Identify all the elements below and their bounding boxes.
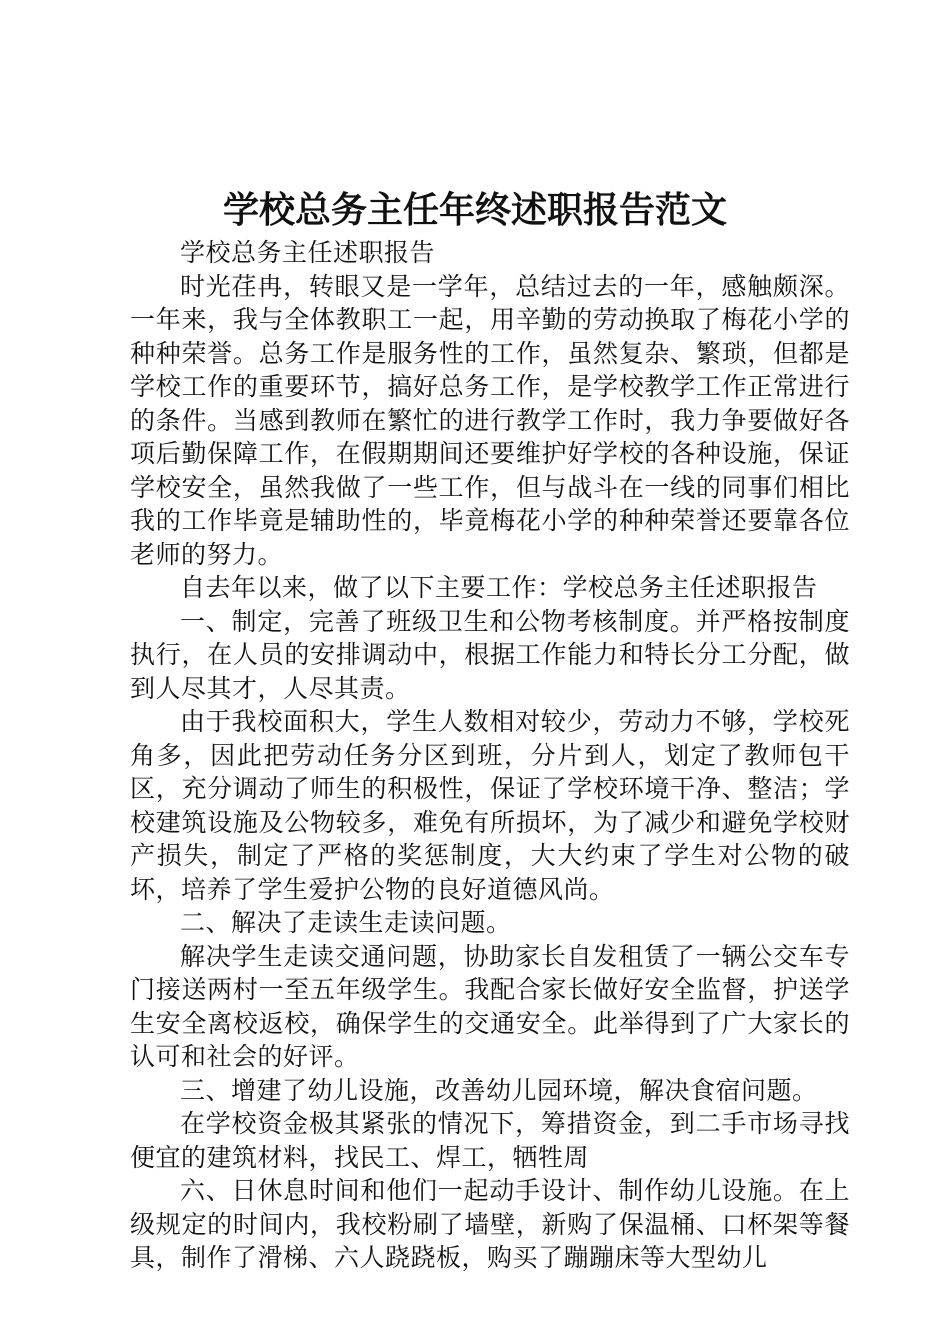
paragraph: 二、解决了走读生走读问题。 [180, 908, 512, 937]
paragraph: 时光荏冉，转眼又是一学年，总结过去的一年，感触颇深。一年来，我与全体教职工一起，用辛勤的劳动换取了梅花小学的种种荣誉。总务工作是服务性的工作，虽然复杂、繁琐，但都是学校工作的重要环节，搞好总务工作，是学校教学工作正常进行的条件。当感到教师在繁忙的进行教学工作时，我力争要做好各项后勤保障工作，在假期期间还要维护好学校的各种设施，保证学校安全，虽然我做了一些工作，但与战斗在一线的同事们相比我的工作毕竟是辅助性的，毕竟梅花小学的种种荣誉还要靠各位老师的努力。 [130, 271, 850, 569]
paragraph: 解决学生走读交通问题，协助家长自发租赁了一辆公交车专门接送两村一至五年级学生。我配合家长做好安全监督，护送学生安全离校返校，确保学生的交通安全。此举得到了广大家长的认可和社会的好评。 [130, 941, 850, 1071]
paragraph: 六、日休息时间和他们一起动手设计、制作幼儿设施。在上级规定的时间内，我校粉刷了墙壁，新购了保温桶、口杯架等餐具，制作了滑梯、六人跷跷板，购买了蹦蹦床等大型幼儿 [130, 1176, 850, 1272]
paragraph: 一、制定，完善了班级卫生和公物考核制度。并严格按制度执行，在人员的安排调动中，根据工作能力和特长分工分配，做到人尽其才，人尽其责。 [130, 606, 850, 703]
document-title: 学校总务主任年终述职报告范文 [222, 189, 727, 231]
paragraph: 自去年以来，做了以下主要工作：学校总务主任述职报告 [180, 573, 818, 602]
paragraph: 学校总务主任述职报告 [180, 238, 436, 267]
paragraph: 由于我校面积大，学生人数相对较少，劳动力不够，学校死角多，因此把劳动任务分区到班，分片到人，划定了教师包干区，充分调动了师生的积极性，保证了学校环境干净、整洁；学校建筑设施及公物较多，难免有所损坏，为了减少和避免学校财产损失，制定了严格的奖惩制度，大大约束了学生对公物的破坏，培养了学生爱护公物的良好道德风尚。 [130, 707, 850, 904]
document-body [130, 236, 850, 1275]
paragraph: 三、增建了幼儿设施，改善幼儿园环境，解决食宿问题。 [180, 1075, 818, 1105]
paragraph: 在学校资金极其紧张的情况下，筹措资金，到二手市场寻找便宜的建筑材料，找民工、焊工，牺牲周 [130, 1109, 850, 1172]
